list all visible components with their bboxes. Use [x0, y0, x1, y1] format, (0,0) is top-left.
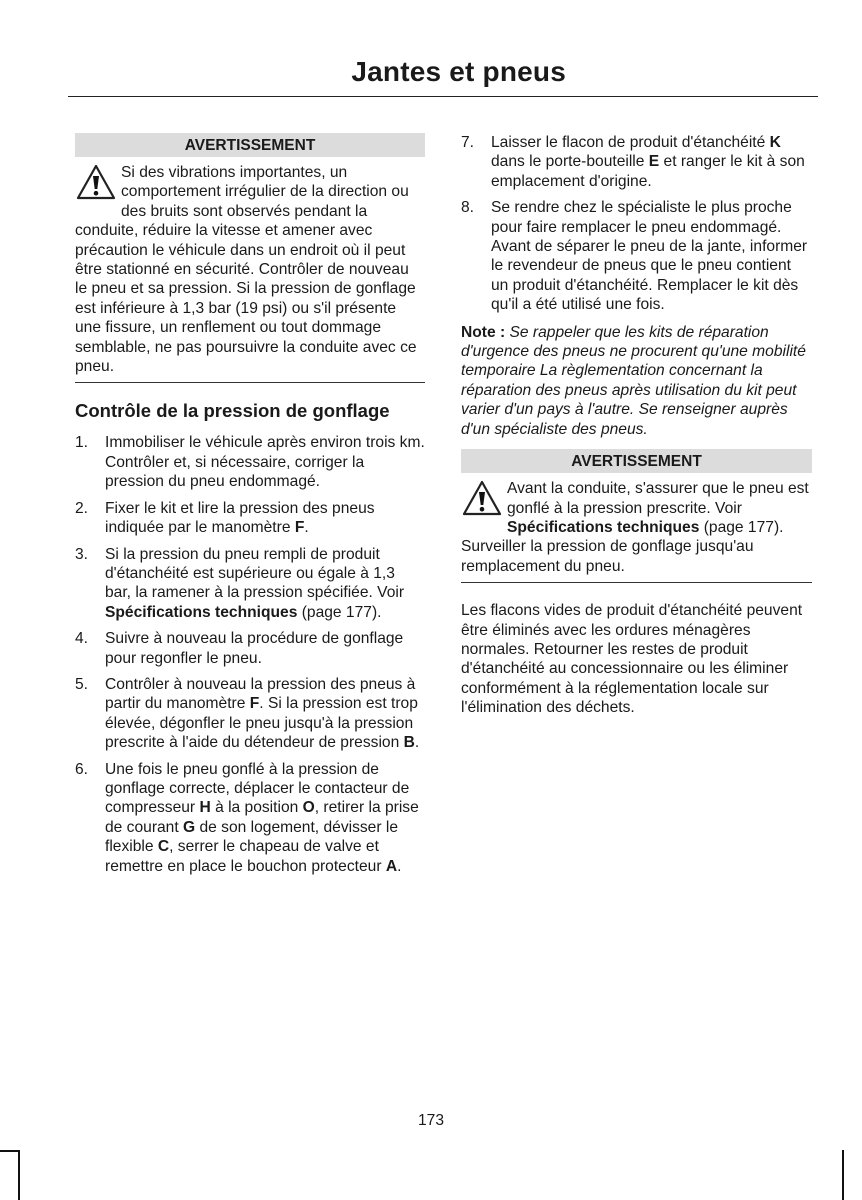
text-run: (page 177). Surveiller la pression de gonflage jusqu'au remplacement du pneu. — [461, 518, 784, 575]
warning-header: AVERTISSEMENT — [461, 449, 812, 473]
text-run: Laisser le flacon de produit d'étanchéité — [491, 134, 770, 151]
crop-mark — [0, 1150, 18, 1152]
text-run: . — [414, 734, 420, 752]
right-column — [461, 133, 812, 718]
bold-term: A — [385, 857, 398, 875]
warning-body — [75, 163, 425, 376]
text-run: dans le porte-bouteille — [491, 153, 649, 171]
note-label: Note : — [461, 323, 506, 341]
text-run: et ranger le kit à son emplacement d'origine. — [491, 153, 805, 190]
text-run: Fixer le kit et lire la pression des pneus indiquée par le manomètre — [105, 499, 375, 537]
text-run: Immobiliser le véhicule après environ trois km. Contrôler et, si nécessaire, corriger la pression du pneu endommagé. — [105, 434, 425, 491]
text-run: Si la pression du pneu rempli de produit d'étanchéité est supérieure ou égale à 1,3 bar, la ramener à la pression spécifiée. Voir — [105, 545, 405, 602]
text-run: Avant la conduite, s'assurer que le pneu est gonflé à la pression prescrite. Voir — [507, 480, 809, 517]
step-text — [491, 199, 807, 313]
bold-term: Spécifications techniques — [507, 518, 700, 536]
text-run: , serrer le chapeau de valve et remettre en place le bouchon protecteur — [105, 838, 386, 875]
step-text — [105, 500, 375, 536]
list-item — [75, 629, 425, 668]
list-item — [75, 499, 425, 538]
steps-list-right — [461, 133, 812, 315]
bold-term: B — [403, 734, 415, 752]
step-number: 3. — [75, 545, 89, 563]
step-number: 8. — [461, 199, 475, 217]
step-text — [105, 676, 419, 751]
text-run: . Si la pression est trop élevée, dégonfler le pneu jusqu'à la pression prescrite à l'aide du détendeur de pression — [105, 695, 418, 752]
warning-end-divider — [461, 582, 812, 583]
warning-end-divider — [75, 382, 425, 383]
text-run: Une fois le pneu gonflé à la pression de gonflage correcte, déplacer le contacteur de compresseur — [105, 760, 410, 817]
bold-term: O — [302, 799, 315, 817]
page-title: Jantes et pneus — [351, 56, 566, 87]
steps-list-left — [75, 433, 425, 876]
crop-mark — [842, 1150, 844, 1200]
bold-term: F — [294, 519, 305, 537]
step-text — [491, 134, 805, 190]
step-number: 2. — [75, 499, 89, 517]
text-run: . — [304, 519, 309, 537]
list-item — [75, 433, 425, 491]
step-number: 1. — [75, 434, 89, 452]
warning-box-vibrations — [75, 133, 425, 383]
bold-term: F — [249, 695, 260, 713]
bold-term: E — [648, 153, 660, 171]
bold-term: K — [769, 134, 781, 151]
note-paragraph — [461, 323, 812, 439]
warning-triangle-icon — [75, 163, 119, 205]
disposal-paragraph: Les flacons vides de produit d'étanchéité peuvent être éliminés avec les ordures ménagères normales. Retourner les restes de produit d'étanchéité au concessionnaire ou les éliminer conformément à la réglementation locale sur l'élimination des déchets. — [461, 602, 803, 717]
step-text — [105, 546, 404, 621]
text-run: . — [397, 857, 402, 875]
warning-box-inflation — [461, 449, 812, 583]
title-divider — [68, 96, 818, 97]
text-run: Suivre à nouveau la procédure de gonflage pour regonfler le pneu. — [105, 630, 404, 667]
text-run: Se rendre chez le spécialiste le plus proche pour faire remplacer le pneu endommagé. Avant de séparer le pneu de la jante, informer le revendeur de pneus que le pneu contient un produit d'étanchéité. Remplacer le kit dès qu'il a été utilisé une fois. — [491, 199, 808, 314]
list-item — [461, 133, 812, 191]
text-run: , retirer la prise de courant — [105, 799, 419, 836]
text-run: de son logement, dévisser le flexible — [105, 818, 399, 856]
list-item — [461, 198, 812, 314]
list-item — [75, 545, 425, 623]
text-run: (page 177). — [297, 603, 382, 621]
page-number: 173 — [417, 1112, 445, 1129]
bold-term: Spécifications techniques — [105, 603, 298, 621]
bold-term: H — [199, 799, 211, 817]
list-item — [75, 675, 425, 753]
step-text — [105, 630, 403, 666]
warning-triangle-icon — [461, 479, 505, 521]
step-number: 4. — [75, 630, 89, 648]
step-text — [105, 761, 419, 875]
warning-body — [461, 479, 812, 576]
warning-header: AVERTISSEMENT — [75, 133, 425, 157]
section-heading: Contrôle de la pression de gonflage — [75, 400, 390, 422]
step-number: 5. — [75, 675, 89, 693]
text-run: Contrôler à nouveau la pression des pneus à partir du manomètre — [105, 675, 416, 713]
left-column — [75, 133, 425, 883]
crop-mark — [18, 1150, 20, 1200]
step-number: 6. — [75, 760, 89, 778]
bold-term: G — [183, 818, 196, 836]
warning-text — [461, 480, 809, 575]
step-text — [105, 434, 425, 490]
text-run: à la position — [210, 799, 303, 817]
bold-term: C — [157, 838, 170, 856]
step-number: 7. — [461, 134, 475, 151]
warning-text: Si des vibrations importantes, un comportement irrégulier de la direction ou des bruits sont observés pendant la conduite, réduire la vitesse et amener avec précaution le véhicule dans un endroit où il peut être stationné en sécurité. Contrôler de nouveau le pneu et sa pression. Si la pression de gonflage est inférieure à 1,3 bar (19 psi) ou s'il présente une fissure, un renflement ou tout dommage semblable, ne pas poursuivre la conduite avec ce pneu. — [75, 164, 417, 376]
note-text: Se rappeler que les kits de réparation d'urgence des pneus ne procurent qu'une mobilité temporaire La règlementation concernant la réparation des pneus après utilisation du kit peut varier d'un pays à l'autre. Se renseigner auprès d'un spécialiste des pneus. — [461, 323, 806, 438]
list-item — [75, 760, 425, 876]
